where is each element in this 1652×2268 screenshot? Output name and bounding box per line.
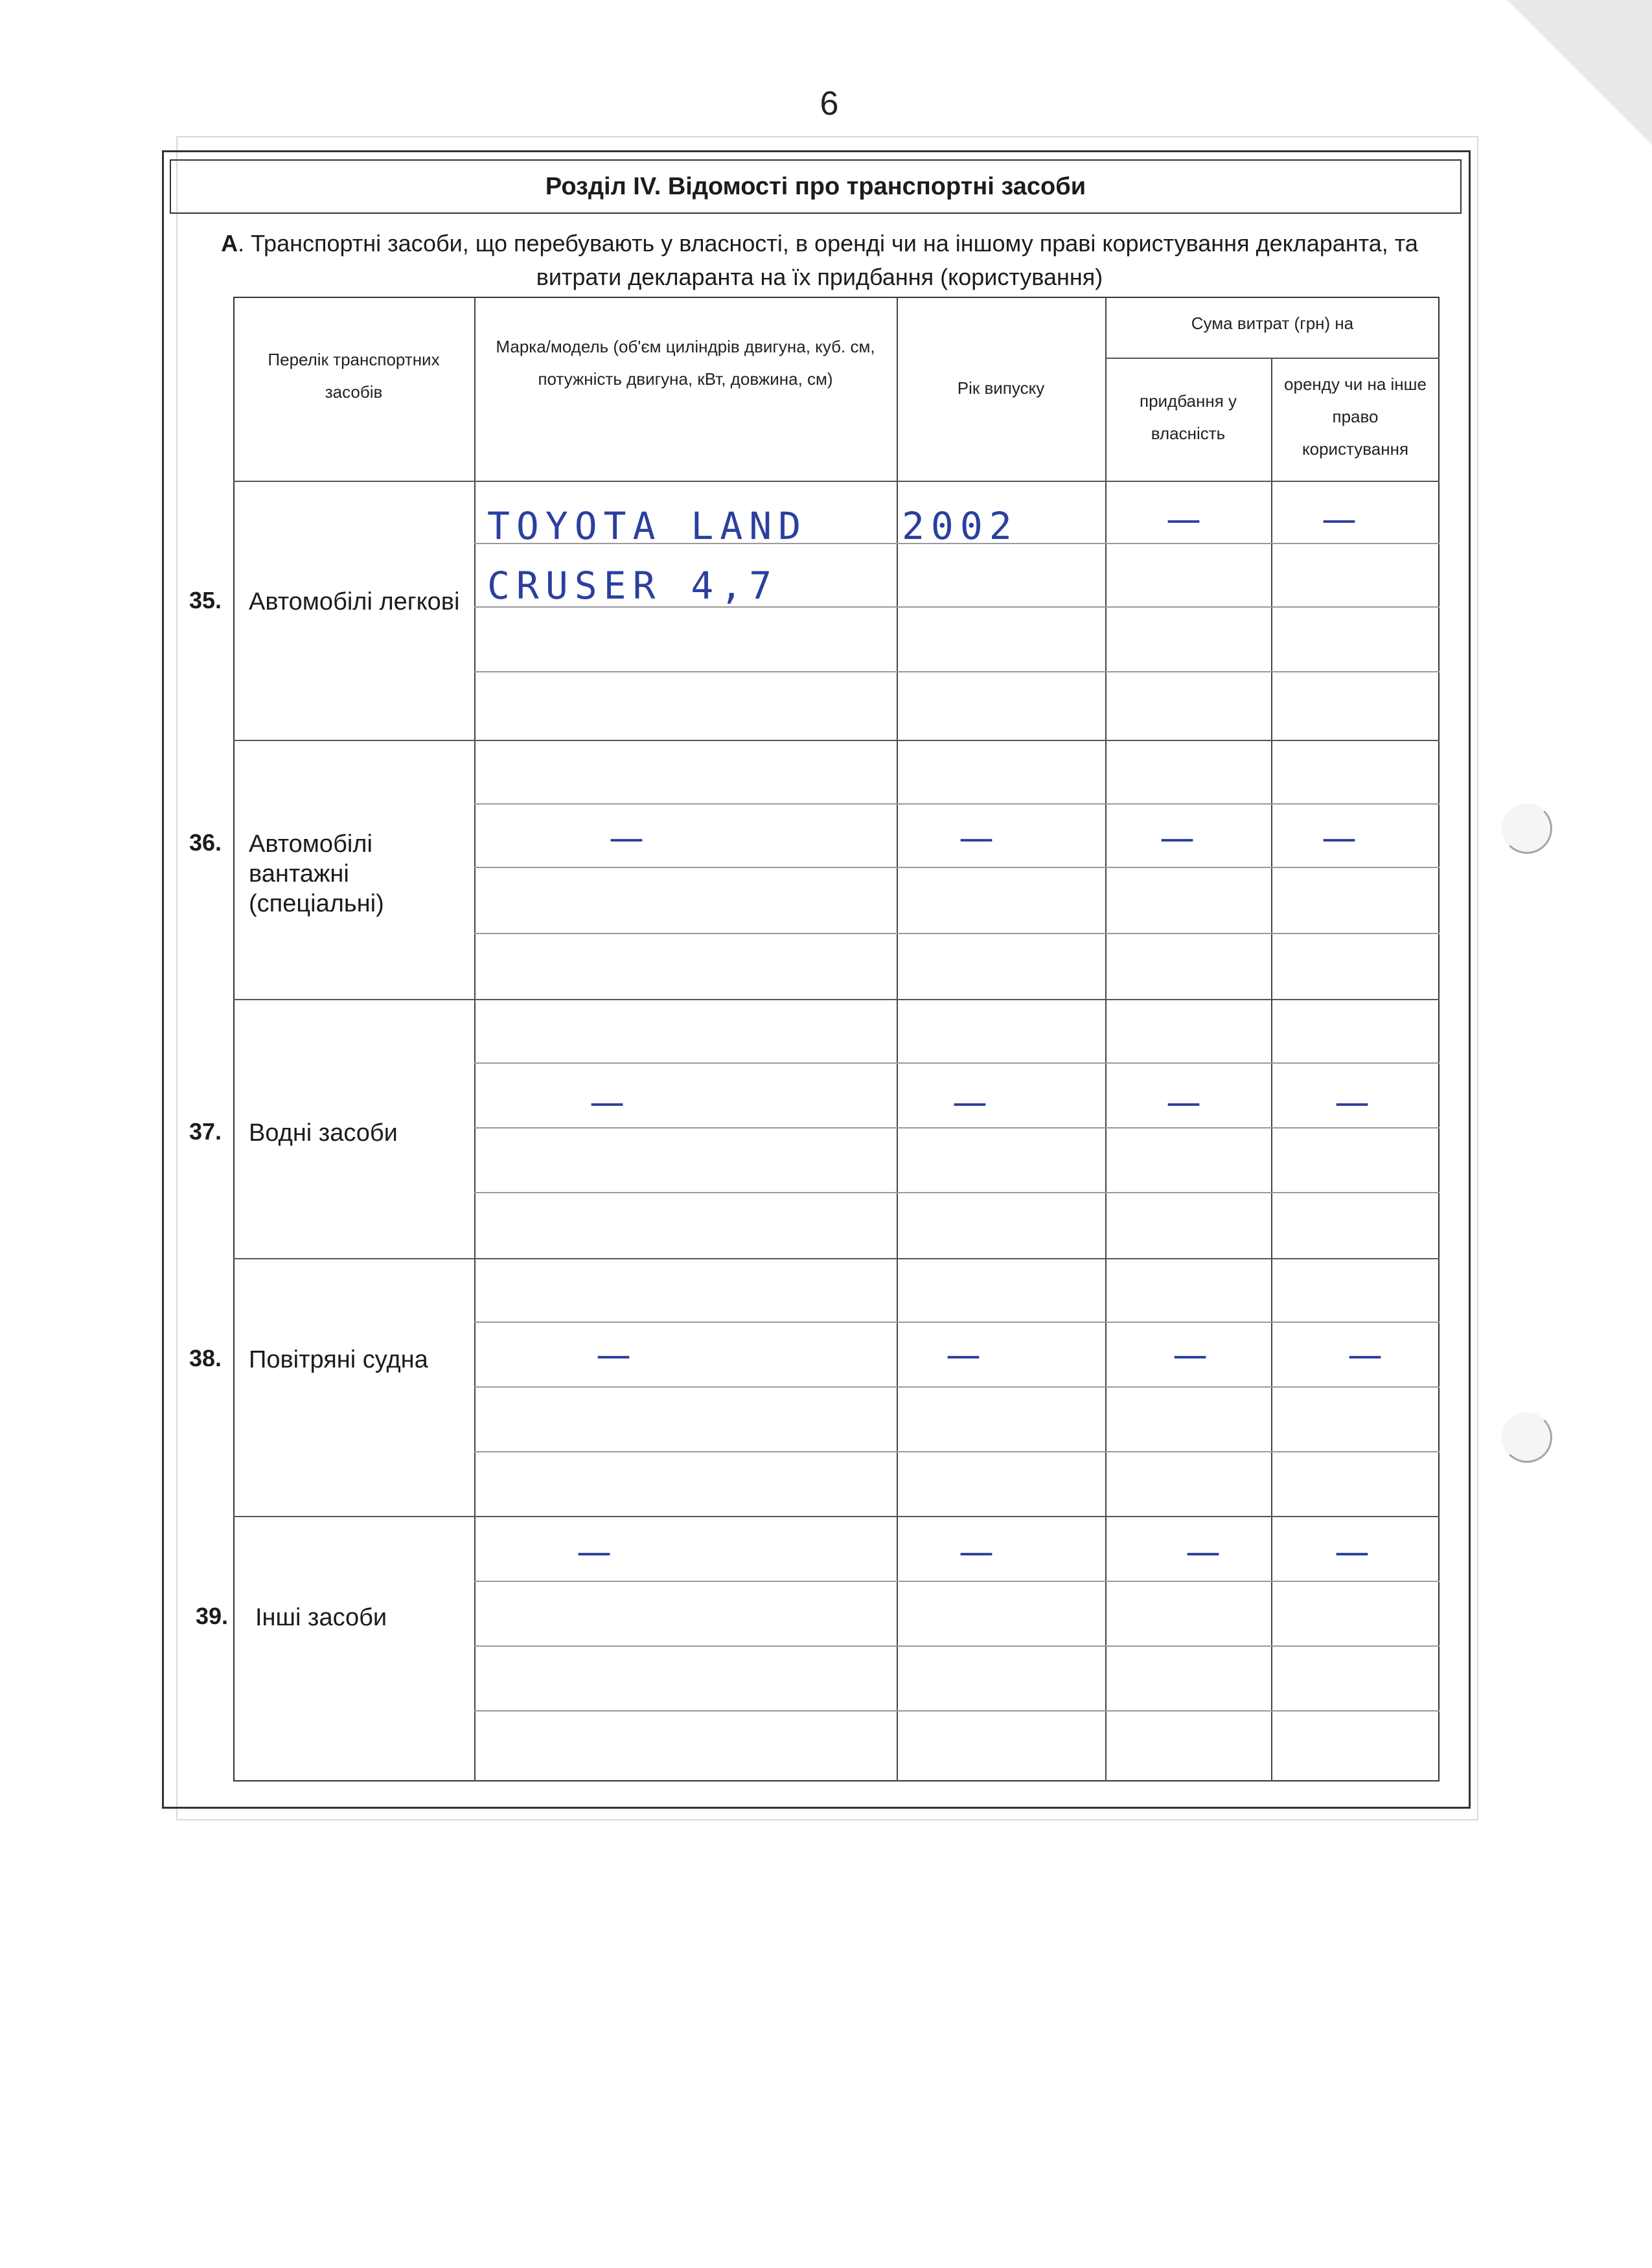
category-number: 35.: [189, 587, 222, 613]
header-sub-divider: [1105, 358, 1440, 359]
category-number: 36.: [189, 829, 222, 856]
handwritten-car-year: 2002: [902, 504, 1018, 548]
page-fold-corner: [1458, 0, 1652, 214]
row-line: [474, 1192, 1440, 1193]
row-line: [474, 1710, 1440, 1712]
col-divider-4: [1271, 358, 1272, 1781]
page-number: 6: [820, 85, 839, 122]
category-number: 37.: [189, 1118, 222, 1145]
punch-hole-lower: [1502, 1412, 1552, 1463]
category-divider: [233, 1516, 1440, 1517]
row-line: [474, 933, 1440, 934]
row-line: [474, 1386, 1440, 1388]
subsection-letter: А: [221, 230, 238, 257]
dash-mark: —: [1335, 1531, 1370, 1572]
dash-mark: —: [590, 1082, 625, 1123]
col-divider-3: [1105, 297, 1107, 1781]
dash-mark: —: [1166, 499, 1201, 540]
row-line: [474, 803, 1440, 805]
dash-mark: —: [959, 1531, 994, 1572]
category-label-trucks: Автомобілі вантажні (спеціальні): [249, 830, 384, 917]
dash-mark: —: [577, 1531, 612, 1572]
subsection-heading: [194, 227, 1445, 294]
vehicles-table: [233, 297, 1440, 1781]
category-divider: [233, 999, 1440, 1000]
dash-mark: —: [1322, 499, 1357, 540]
punch-hole-upper: [1502, 803, 1552, 854]
header-bottom: [233, 481, 1440, 482]
row-line: [474, 867, 1440, 868]
row-line: [474, 1322, 1440, 1323]
row-line: [474, 1127, 1440, 1128]
row-line: [474, 671, 1440, 672]
section-title: Розділ IV. Відомості про транспортні засоби: [170, 159, 1462, 214]
row-line: [474, 1581, 1440, 1582]
header-rent: оренду чи на інше право користування: [1284, 374, 1427, 459]
dash-mark: —: [952, 1082, 987, 1123]
row-line: [474, 1645, 1440, 1647]
dash-mark: —: [1173, 1334, 1208, 1375]
category-divider: [233, 1258, 1440, 1259]
category-label-water: Водні засоби: [249, 1119, 398, 1147]
category-label-air: Повітряні судна: [249, 1346, 428, 1373]
dash-mark: —: [959, 818, 994, 858]
header-list: Перелік транспортних засобів: [268, 350, 440, 402]
handwritten-car-model-line2: CRUSER 4,7: [487, 564, 779, 608]
handwritten-car-model-line1: TOYOTA LAND: [487, 504, 808, 548]
header-purchase: придбання у власність: [1139, 391, 1237, 443]
category-divider: [233, 740, 1440, 741]
category-label-cars: Автомобілі легкові: [249, 588, 460, 615]
row-line: [474, 1062, 1440, 1064]
category-number: 39.: [195, 1603, 228, 1629]
dash-mark: —: [946, 1334, 981, 1375]
dash-mark: —: [1166, 1082, 1201, 1123]
subsection-text: . Транспортні засоби, що перебувають у власності, в оренді чи на іншому праві користування декларанта, та витрати декларанта на їх придбання (користування): [238, 230, 1418, 290]
col-divider-2: [897, 297, 898, 1781]
dash-mark: —: [1160, 818, 1195, 858]
dash-mark: —: [1322, 818, 1357, 858]
dash-mark: —: [596, 1334, 631, 1375]
dash-mark: —: [1186, 1531, 1221, 1572]
dash-mark: —: [1335, 1082, 1370, 1123]
header-year: Рік випуску: [957, 378, 1045, 398]
header-sum-group: Сума витрат (грн) на: [1191, 314, 1354, 333]
dash-mark: —: [1348, 1334, 1382, 1375]
header-model: Марка/модель (об'єм циліндрів двигуна, куб. см, потужність двигуна, кВт, довжина, см): [496, 337, 875, 389]
row-line: [474, 1451, 1440, 1452]
dash-mark: —: [609, 818, 644, 858]
col-divider-1: [474, 297, 476, 1781]
category-number: 38.: [189, 1345, 222, 1371]
category-label-other: Інші засоби: [255, 1604, 387, 1631]
